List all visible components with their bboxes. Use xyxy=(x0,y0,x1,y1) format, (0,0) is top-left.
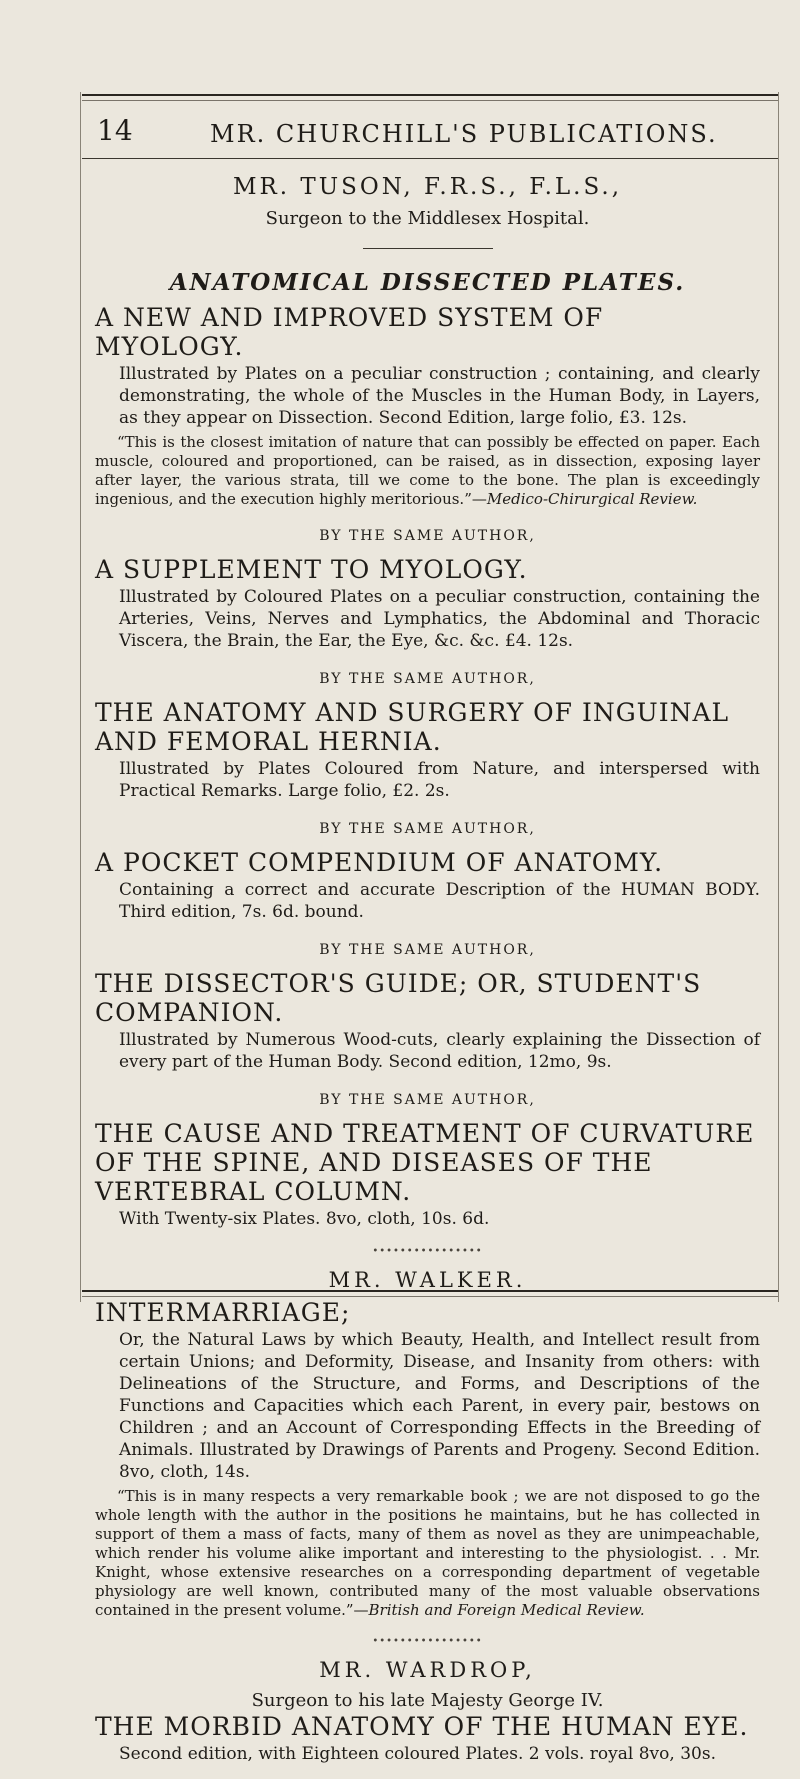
ornament-divider: •••••••••••••••• xyxy=(372,1636,483,1647)
top-rule xyxy=(82,94,778,101)
page-content xyxy=(95,172,760,1779)
page-number: 14 xyxy=(97,114,133,147)
short-rule xyxy=(363,248,493,249)
entry-description: Containing a correct and accurate Description of the HUMAN BODY. Third edition, 7s. 6d. bound. xyxy=(119,880,760,922)
page-left-edge xyxy=(80,92,81,1302)
by-same-author: BY THE SAME AUTHOR, xyxy=(319,528,536,544)
section-title: ANATOMICAL DISSECTED PLATES. xyxy=(169,269,686,296)
by-same-author: BY THE SAME AUTHOR, xyxy=(319,821,536,837)
by-same-author: BY THE SAME AUTHOR, xyxy=(319,671,536,687)
entry-title: INTERMARRIAGE; xyxy=(95,1298,351,1327)
entry-intermarriage xyxy=(95,1298,760,1620)
entry-myology xyxy=(95,303,760,509)
entry-description: Illustrated by Plates on a peculiar construction ; containing, and clearly demonstrating, the whole of the Muscles in the Human Body, in Layers, as they appear on Dissection. Second Edition, large folio, £3. 12s. xyxy=(119,364,760,428)
by-same-author: BY THE SAME AUTHOR, xyxy=(319,1092,536,1108)
entry-description: Illustrated by Coloured Plates on a peculiar construction, containing the Arteries, Veins, Nerves and Lymphatics, the Abdominal and Thoracic Viscera, the Brain, the Ear, the Eye, &c. &c. £4. 12s. xyxy=(119,587,760,651)
by-same-author: BY THE SAME AUTHOR, xyxy=(319,942,536,958)
entry-title: A POCKET COMPENDIUM OF ANATOMY. xyxy=(95,848,664,877)
entry-spine xyxy=(95,1119,760,1230)
bottom-rule xyxy=(82,1290,778,1297)
wardrop-author-title: Surgeon to his late Majesty George IV. xyxy=(251,1690,604,1711)
ornament-divider: •••••••••••••••• xyxy=(372,1246,483,1257)
entry-description: Second edition, with Eighteen coloured Plates. 2 vols. royal 8vo, 30s. xyxy=(119,1744,716,1764)
entry-compendium xyxy=(95,848,760,923)
review-source: British and Foreign Medical Review. xyxy=(368,1601,645,1619)
wardrop-author-name: MR. WARDROP, xyxy=(319,1658,536,1682)
entry-dissectors-guide xyxy=(95,969,760,1073)
entry-title: THE DISSECTOR'S GUIDE; OR, STUDENT'S COMPANION. xyxy=(95,969,702,1027)
entry-title: A NEW AND IMPROVED SYSTEM OF MYOLOGY. xyxy=(95,303,604,361)
review-text: “This is the closest imitation of nature that can possibly be effected on paper. Each muscle, coloured and proportioned, can be raised, as in dissection, exposing layer after layer, the various strata, till we come to the bone. The plan is exceedingly ingenious, and the execution highly meritorious.”— xyxy=(95,433,760,508)
tuson-author-name: MR. TUSON, F.R.S., F.L.S., xyxy=(232,174,623,200)
running-head: MR. CHURCHILL'S PUBLICATIONS. xyxy=(210,120,718,148)
entry-morbid-anatomy xyxy=(95,1712,760,1765)
walker-author-name: MR. WALKER. xyxy=(328,1268,527,1292)
entry-hernia xyxy=(95,698,760,802)
entry-description: Illustrated by Plates Coloured from Nature, and interspersed with Practical Remarks. Large folio, £2. 2s. xyxy=(119,759,760,801)
entry-title: THE ANATOMY AND SURGERY OF INGUINAL AND FEMORAL HERNIA. xyxy=(95,698,730,756)
entry-description: With Twenty-six Plates. 8vo, cloth, 10s. 6d. xyxy=(119,1209,490,1229)
review-text: “This is in many respects a very remarkable book ; we are not disposed to go the whole length with the author in the positions he maintains, but he has collected in support of them a mass of facts, many of them as novel as they are unimpeachable, which render his volume alike important and interesting to the physiologist. . . Mr. Knight, whose extensive researches on a corresponding department of vegetable physiology are well known, contributed many of the most valuable observations contained in the present volume.”— xyxy=(95,1487,760,1619)
entry-review xyxy=(95,1487,760,1620)
entry-title: THE CAUSE AND TREATMENT OF CURVATURE OF THE SPINE, AND DISEASES OF THE VERTEBRAL COLUMN. xyxy=(95,1119,755,1206)
entry-supplement xyxy=(95,555,760,652)
entry-description: Illustrated by Numerous Wood-cuts, clearly explaining the Dissection of every part of the Human Body. Second edition, 12mo, 9s. xyxy=(119,1030,760,1072)
review-source: Medico-Chirurgical Review. xyxy=(486,490,698,508)
page-right-edge xyxy=(778,92,779,1302)
tuson-author-title: Surgeon to the Middlesex Hospital. xyxy=(265,208,590,229)
entry-review xyxy=(95,433,760,509)
entry-title: A SUPPLEMENT TO MYOLOGY. xyxy=(95,555,528,584)
entry-description: Or, the Natural Laws by which Beauty, Health, and Intellect result from certain Unions; and Deformity, Disease, and Insanity from others: with Delineations of the Structure, and Forms, and Descriptions of the Functions and Capacities which each Parent, in every pair, bestows on Children ; and an Account of Corresponding Effects in the Breeding of Animals. Illustrated by Drawings of Parents and Progeny. Second Edition. 8vo, cloth, 14s. xyxy=(119,1330,760,1482)
header-rule xyxy=(82,158,778,161)
entry-title: THE MORBID ANATOMY OF THE HUMAN EYE. xyxy=(95,1712,749,1741)
